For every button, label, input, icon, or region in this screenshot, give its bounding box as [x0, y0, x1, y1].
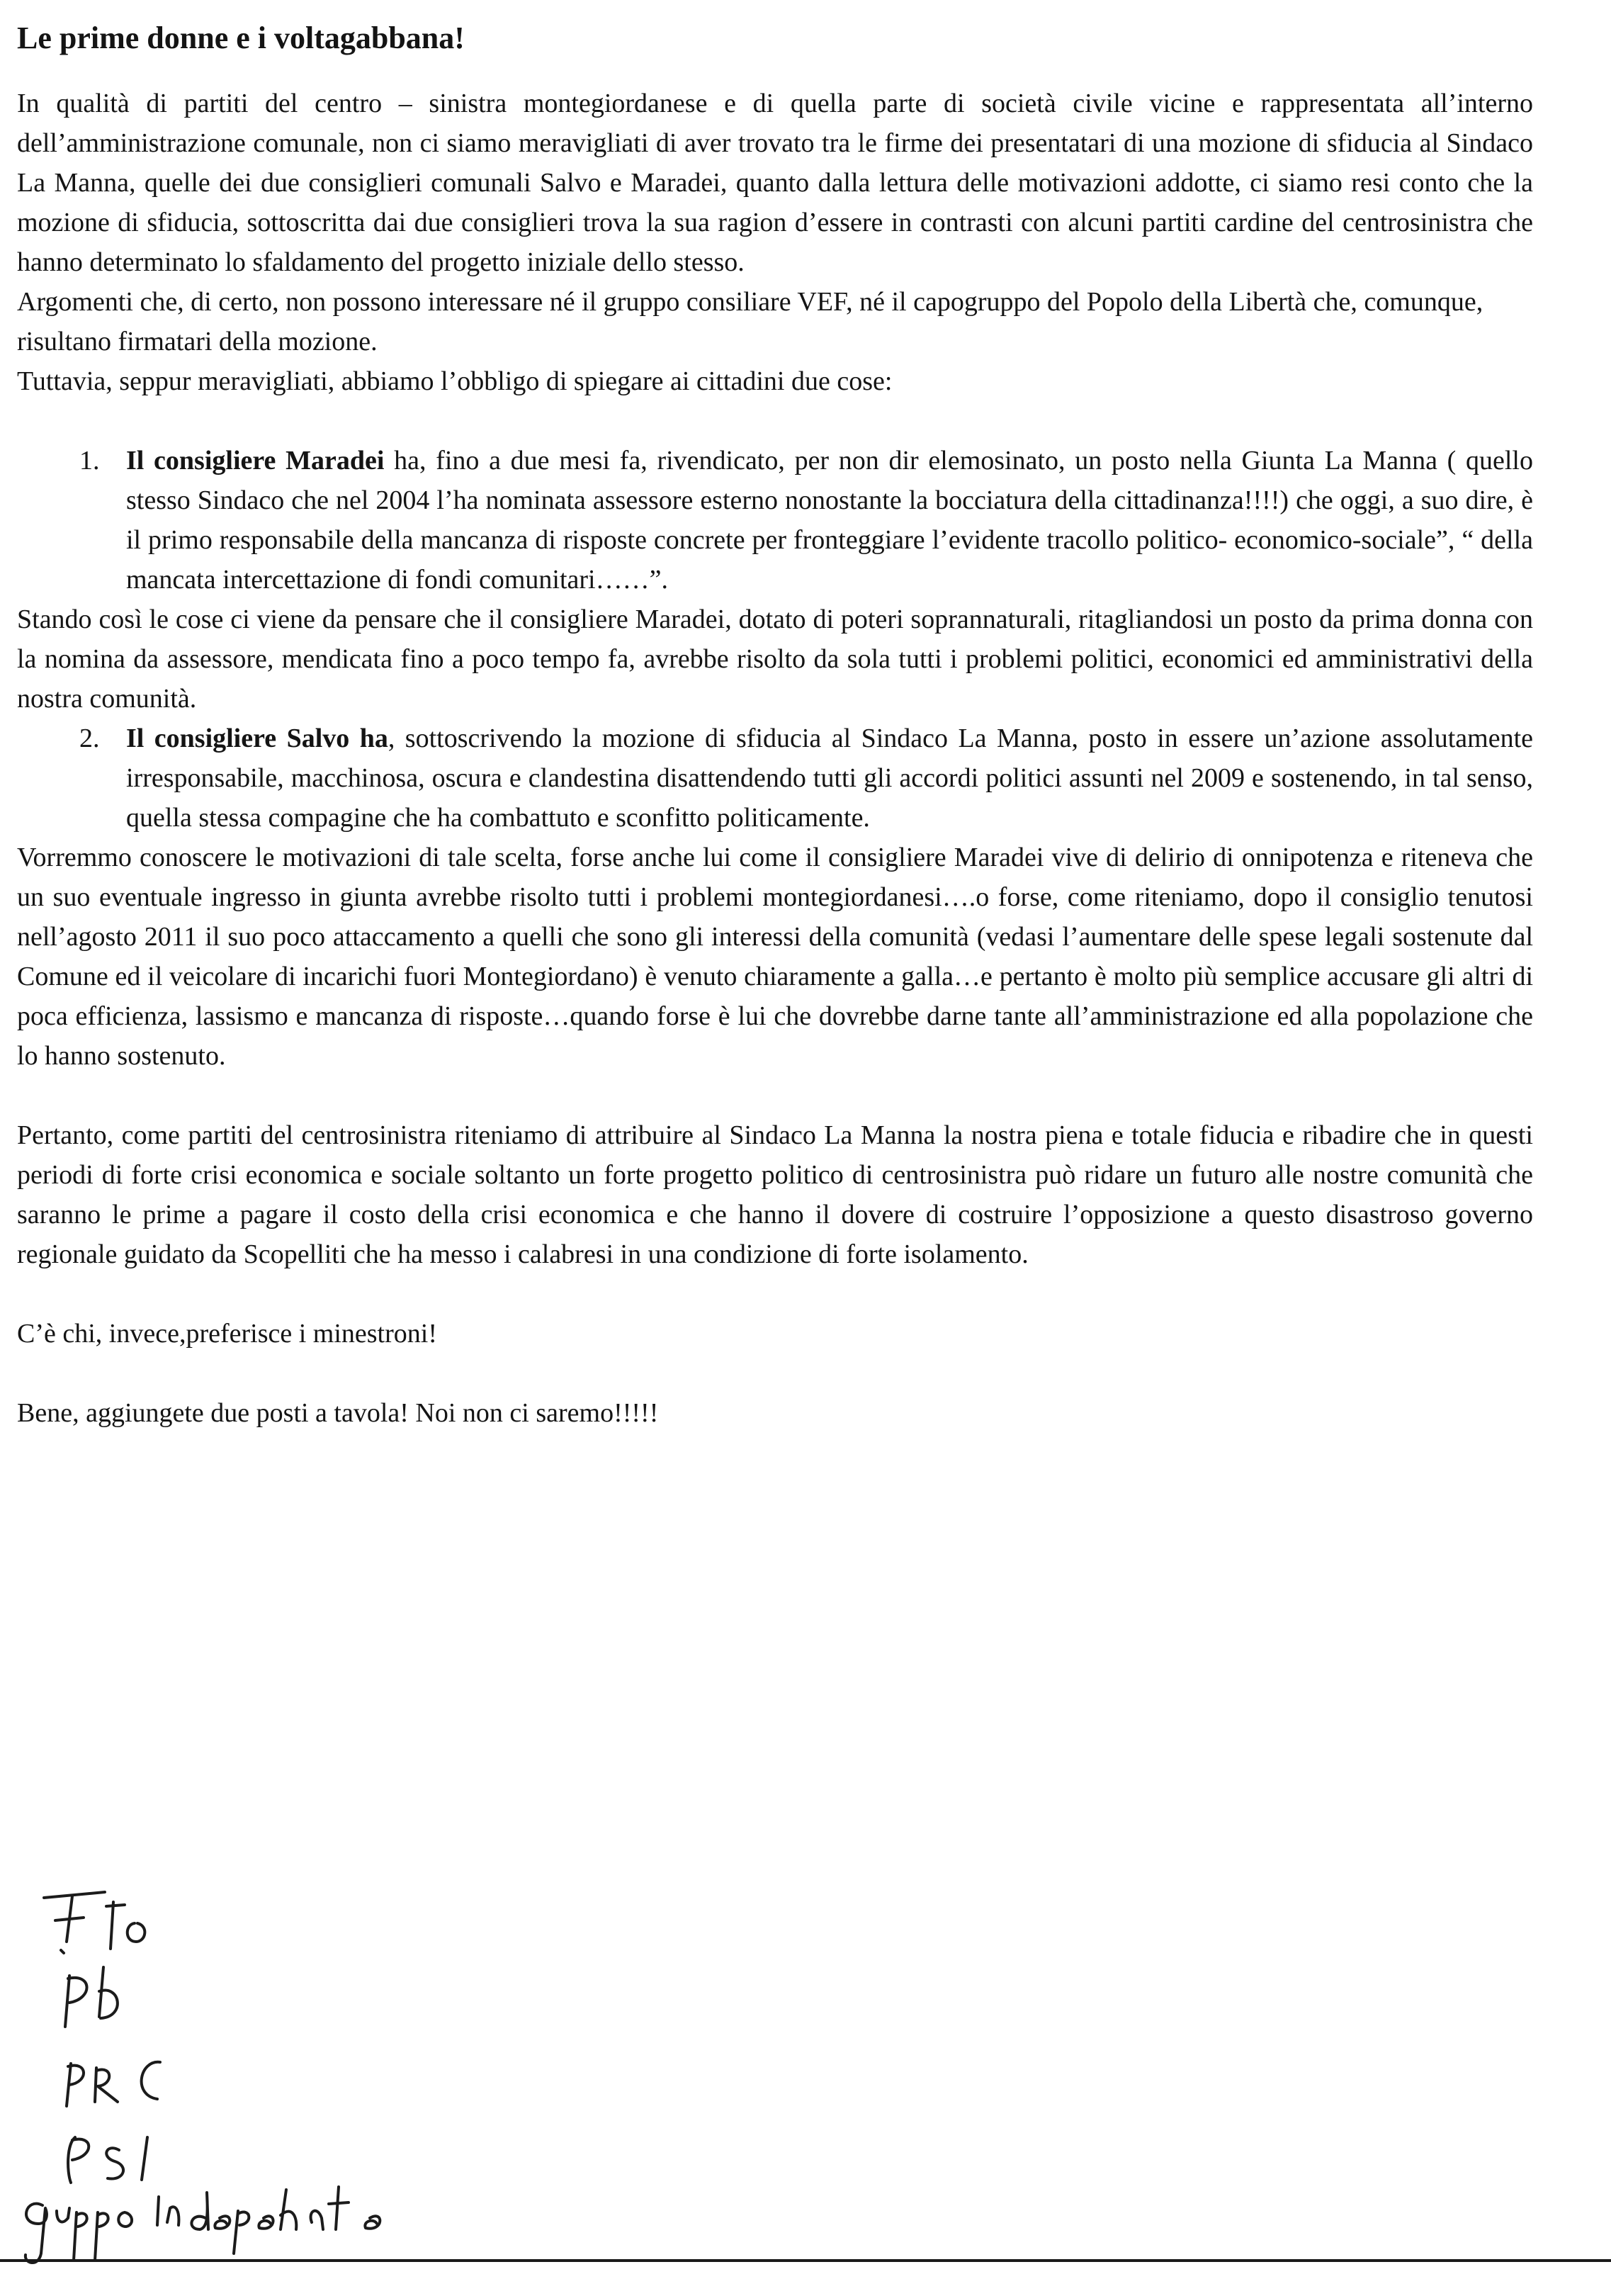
final-line: Bene, aggiungete due posti a tavola! Noi non ci saremo!!!!! — [17, 1398, 659, 1428]
list-item-body: , sottoscrivendo la mozione di sfiducia al Sindaco La Manna, posto in essere un’azione assolutamente irresponsabile, macchinosa, oscura e clandestina disattendendo tutti gli accordi politici assunti nel 2009 e sostenendo, in tal senso, quella stessa compagine che ha combattuto e sconfitto politicamente. — [126, 724, 1533, 833]
minestroni-line: C’è chi, invece,preferisce i minestroni! — [17, 1319, 437, 1349]
list-item — [79, 441, 1533, 600]
list-item-lead: Il consigliere Maradei — [126, 446, 385, 475]
list-number: 2. — [79, 724, 100, 753]
spacer — [17, 1274, 1533, 1314]
handwritten-signatures — [0, 1885, 496, 2282]
list-number: 1. — [79, 446, 100, 475]
page-title: Le prime donne e i voltagabbana! — [17, 21, 465, 55]
list-item-text — [126, 441, 1533, 600]
intro-paragraph: In qualità di partiti del centro – sinistra montegiordanese e di quella parte di società civile vicine e rappresentata all’interno dell’amministrazione comunale, non ci siamo meravigliati di aver trovato tra le firme dei presentatari di una mozione di sfiducia al Sindaco La Manna, quelle dei due consiglieri comunali Salvo e Maradei, quanto dalla lettura delle motivazioni addotte, ci siamo resi conto che la mozione di sfiducia, sottoscritta dai due consiglieri trova la sua ragion d’essere in contrasti con alcuni partiti cardine del centrosinistra che hanno determinato lo sfaldamento del progetto iniziale dello stesso. — [17, 89, 1533, 277]
letter-body — [17, 84, 1533, 1433]
bottom-rule — [0, 2259, 1611, 2262]
arguments-paragraph: Argomenti che, di certo, non possono interessare né il gruppo consiliare VEF, né il capogruppo del Popolo della Libertà che, comunque, risultano firmatari della mozione. — [17, 287, 1483, 356]
spacer — [17, 1076, 1533, 1115]
list-item-lead: Il consigliere Salvo ha — [126, 724, 388, 753]
list-item-text — [126, 719, 1533, 838]
signature-drawing — [0, 1885, 496, 2282]
spacer — [17, 1354, 1533, 1393]
list-item — [79, 719, 1533, 838]
salvo-paragraph: Vorremmo conoscere le motivazioni di tale scelta, forse anche lui come il consigliere Maradei vive di delirio di onnipotenza e riteneva che un suo eventuale ingresso in giunta avrebbe risolto tutti i problemi montegiordanesi….o forse, come riteniamo, dopo il consiglio tenutosi nell’agosto 2011 il suo poco attaccamento a quelli che sono gli interessi della comunità (vedasi l’aumentare delle spese legali sostenute dal Comune ed il veicolare di incarichi fuori Montegiordano) è venuto chiaramente a galla…e pertanto è molto più semplice accusare gli altri di poca efficienza, lassismo e mancanza di risposte…quando forse è lui che dovrebbe darne tante all’amministrazione ed alla popolazione che lo hanno sostenuto. — [17, 843, 1533, 1071]
list-item-body: ha, fino a due mesi fa, rivendicato, per non dir elemosinato, un posto nella Giunta La Manna ( quello stesso Sindaco che nel 2004 l’ha nominata assessore esterno nonostante la bocciatura della cittadinanza!!!!) che oggi, a suo dire, è il primo responsabile della mancanza di risposte concrete per fronteggiare l’evidente tracollo politico- economico-sociale”, “ della mancata intercettazione di fondi comunitari……”. — [126, 446, 1533, 595]
spacer — [17, 401, 1533, 441]
maradei-paragraph: Stando così le cose ci viene da pensare che il consigliere Maradei, dotato di poteri soprannaturali, ritagliandosi un posto da prima donna con la nomina da assessore, mendicata fino a poco tempo fa, avrebbe risolto da sola tutti i problemi politici, economici ed amministrativi della nostra comunità. — [17, 604, 1533, 714]
closing-paragraph: Pertanto, come partiti del centrosinistra riteniamo di attribuire al Sindaco La Manna la nostra piena e totale fiducia e ribadire che in questi periodi di forte crisi economica e sociale soltanto un forte progetto politico di centrosinistra può ridare un futuro alle nostre comunità che saranno le prime a pagare il costo della crisi economica e che hanno il dovere di costruire l’opposizione a questo disastroso governo regionale guidato da Scopelliti che ha messo i calabresi in una condizione di forte isolamento. — [17, 1120, 1533, 1269]
however-paragraph: Tuttavia, seppur meravigliati, abbiamo l’obbligo di spiegare ai cittadini due cose: — [17, 366, 893, 396]
